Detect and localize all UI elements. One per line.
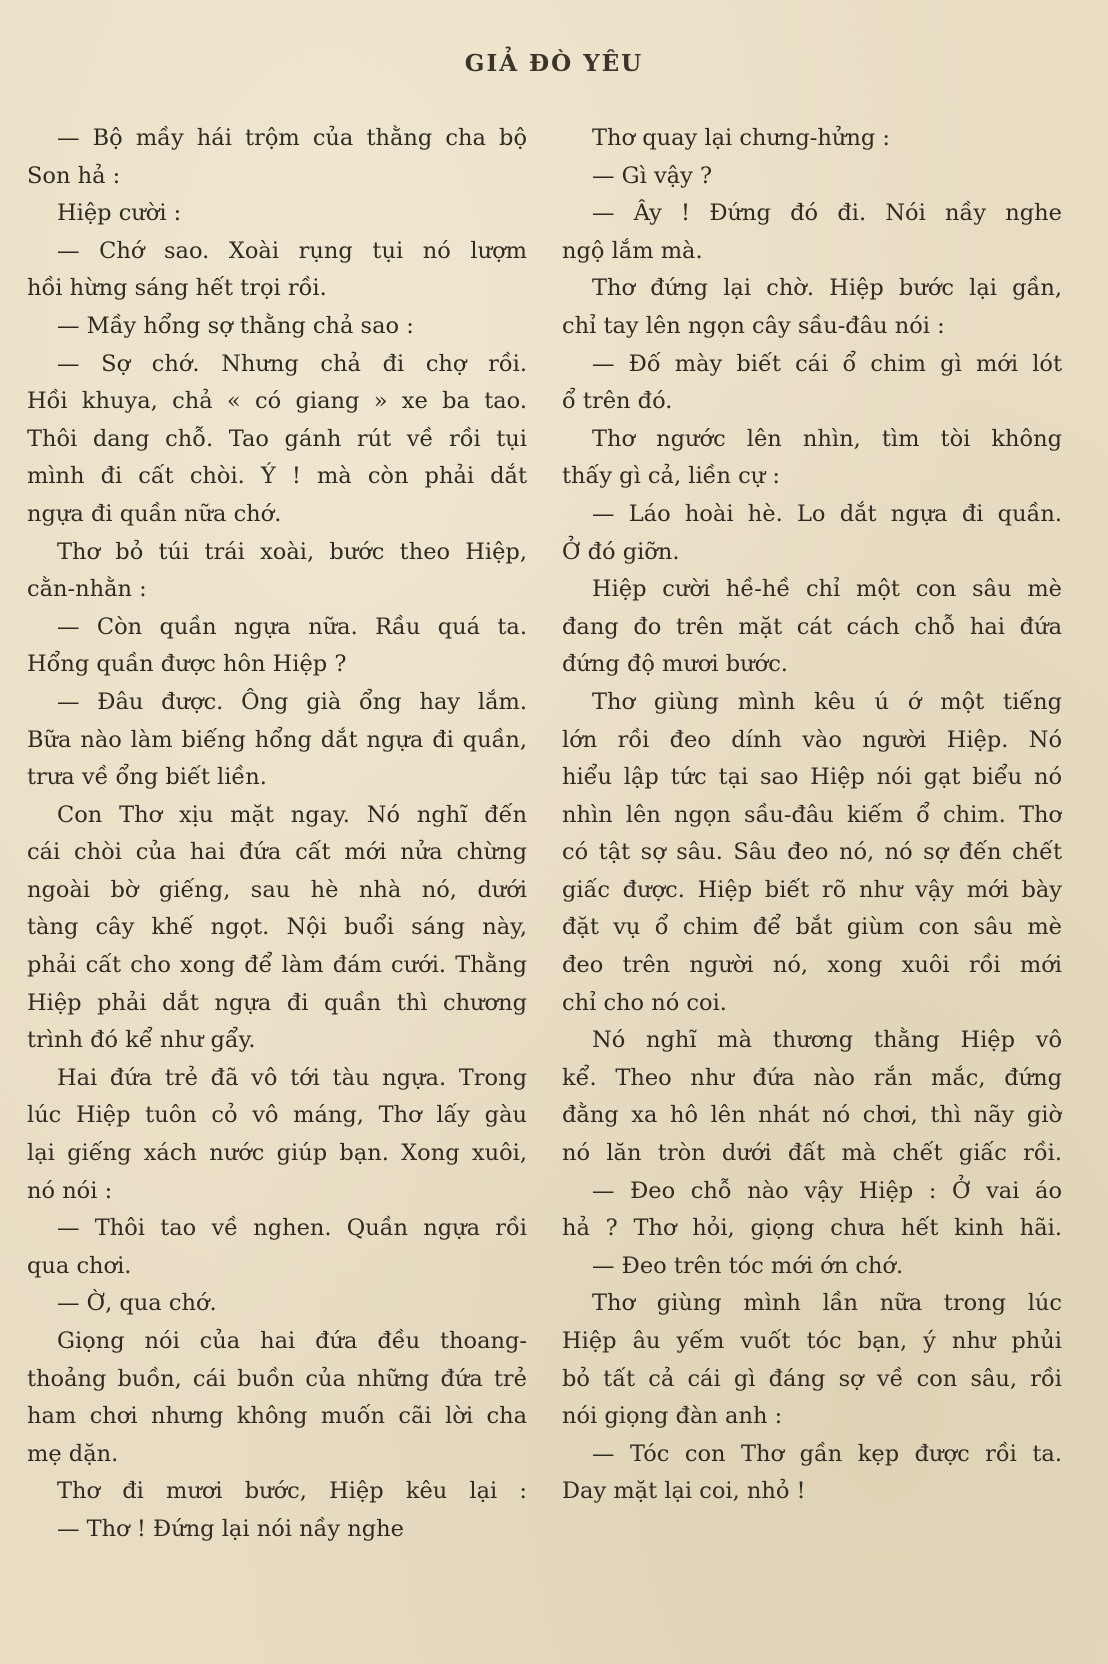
text-line: Thơ giùng mình kêu ú ớ một tiếng: [592, 688, 1062, 715]
text-line: — Bộ mầy hái trộm của thằng cha bộ: [57, 125, 527, 151]
text-line: ổ trên đó.: [562, 388, 673, 415]
text-line: Hổng quần được hôn Hiệp ?: [27, 651, 347, 678]
text-line: — Đố mày biết cái ổ chim gì mới lót: [592, 350, 1062, 377]
text-line: ngộ lắm mà.: [562, 237, 703, 264]
text-line: nó lăn tròn dưới đất mà chết giấc rồi.: [562, 1140, 1062, 1167]
text-line: Son hả :: [27, 162, 121, 189]
text-line: — Đeo chỗ nào vậy Hiệp : Ở vai áo: [592, 1177, 1062, 1204]
text-line: — Tóc con Thơ gần kẹp được rồi ta.: [592, 1440, 1062, 1467]
text-line: Thơ ngước lên nhìn, tìm tòi không: [592, 425, 1062, 452]
text-line: Hai đứa trẻ đã vô tới tàu ngựa. Trong: [57, 1064, 527, 1091]
text-line: Con Thơ xịu mặt ngay. Nó nghĩ đến: [57, 801, 527, 828]
text-line: Thơ giùng mình lần nữa trong lúc: [592, 1290, 1062, 1317]
text-line: Hiệp âu yếm vuốt tóc bạn, ý như phủi: [562, 1328, 1062, 1354]
text-line: nhìn lên ngọn sầu-đâu kiếm ổ chim. Thơ: [562, 801, 1062, 828]
text-line: — Đâu được. Ông già ổng hay lắm.: [57, 688, 527, 715]
text-line: bỏ tất cả cái gì đáng sợ về con sâu, rồi: [562, 1365, 1062, 1392]
text-line: cằn-nhằn :: [27, 576, 147, 603]
text-line: hả ? Thơ hỏi, giọng chưa hết kinh hãi.: [562, 1215, 1062, 1242]
text-line: Bữa nào làm biếng hổng dắt ngựa đi quần,: [27, 726, 527, 753]
text-line: ham chơi nhưng không muốn cãi lời cha: [27, 1403, 527, 1430]
text-line: trưa về ổng biết liền.: [27, 764, 267, 791]
text-line: lớn rồi đeo dính vào người Hiệp. Nó: [562, 726, 1062, 753]
text-line: trình đó kể như gẩy.: [27, 1027, 256, 1054]
text-line: Hồi khuya, chả « có giang » xe ba tao.: [27, 388, 527, 415]
text-line: — Đeo trên tóc mới ớn chớ.: [592, 1252, 904, 1279]
text-line: lúc Hiệp tuôn cỏ vô máng, Thơ lấy gàu: [27, 1102, 527, 1129]
text-line: nó nói :: [27, 1177, 113, 1204]
text-line: Day mặt lại coi, nhỏ !: [562, 1478, 806, 1505]
text-line: có tật sợ sâu. Sâu đeo nó, nó sợ đến chết: [562, 839, 1062, 866]
text-line: cái chòi của hai đứa cất mới nửa chừng: [27, 839, 527, 866]
right-text-column: [562, 120, 1062, 1511]
text-line: — Gì vậy ?: [592, 162, 713, 189]
text-line: Nó nghĩ mà thương thằng Hiệp vô: [592, 1027, 1062, 1054]
text-line: — Chớ sao. Xoài rụng tụi nó lượm: [57, 237, 527, 264]
text-line: Hiệp phải dắt ngựa đi quần thì chương: [27, 989, 527, 1016]
text-line: Thơ quay lại chưng-hửng :: [592, 125, 891, 151]
text-line: Hiệp cười hề-hề chỉ một con sâu mè: [592, 576, 1062, 603]
text-line: nói giọng đàn anh :: [562, 1403, 783, 1430]
running-title: GIẢ ĐÒ YÊU: [464, 50, 644, 77]
text-line: hồi hừng sáng hết trọi rồi.: [27, 275, 327, 302]
text-line: mình đi cất chòi. Ý ! mà còn phải dắt: [27, 463, 527, 490]
text-line: thoảng buồn, cái buồn của những đứa trẻ: [27, 1365, 527, 1392]
text-line: — Ờ, qua chớ.: [57, 1290, 217, 1317]
left-text-column: [27, 120, 527, 1549]
text-line: đứng độ mươi bước.: [562, 651, 788, 678]
text-line: ngựa đi quần nữa chớ.: [27, 500, 282, 527]
text-line: Thơ đứng lại chờ. Hiệp bước lại gần,: [592, 275, 1062, 302]
text-line: — Sợ chớ. Nhưng chả đi chợ rồi.: [57, 350, 527, 377]
text-line: đặt vụ ổ chim để bắt giùm con sâu mè: [562, 914, 1062, 941]
text-line: kể. Theo như đứa nào rắn mắc, đứng: [562, 1064, 1062, 1091]
text-line: phải cất cho xong để làm đám cưới. Thằng: [27, 952, 527, 979]
text-line: — Mầy hổng sợ thằng chả sao :: [57, 312, 414, 339]
text-line: Ở đó giỡn.: [562, 538, 680, 565]
text-line: Thơ bỏ túi trái xoài, bước theo Hiệp,: [57, 538, 527, 565]
text-line: thấy gì cả, liền cự :: [562, 463, 780, 490]
text-line: mẹ dặn.: [27, 1440, 119, 1467]
text-line: Thôi dang chỗ. Tao gánh rút về rồi tụi: [27, 425, 527, 452]
text-line: — Thơ ! Đứng lại nói nầy nghe: [57, 1515, 404, 1542]
text-line: ngoài bờ giếng, sau hè nhà nó, dưới: [27, 876, 527, 903]
text-line: chỉ cho nó coi.: [562, 989, 727, 1016]
text-line: Giọng nói của hai đứa đều thoang-: [57, 1328, 527, 1354]
text-line: — Láo hoài hè. Lo dắt ngựa đi quần.: [592, 500, 1062, 527]
text-line: Hiệp cười :: [57, 200, 182, 227]
text-line: — Ây ! Đứng đó đi. Nói nầy nghe: [592, 200, 1062, 227]
text-line: Thơ đi mươi bước, Hiệp kêu lại :: [57, 1478, 527, 1505]
text-line: giấc được. Hiệp biết rõ như vậy mới bày: [562, 876, 1062, 903]
text-line: đằng xa hô lên nhát nó chơi, thì nãy giờ: [562, 1102, 1062, 1129]
text-line: lại giếng xách nước giúp bạn. Xong xuôi,: [27, 1140, 527, 1167]
text-line: đeo trên người nó, xong xuôi rồi mới: [562, 952, 1062, 979]
text-line: chỉ tay lên ngọn cây sầu-đâu nói :: [562, 312, 945, 339]
text-line: hiểu lập tức tại sao Hiệp nói gạt biểu nó: [562, 764, 1062, 791]
text-line: — Thôi tao về nghen. Quần ngựa rồi: [57, 1215, 527, 1242]
text-line: qua chơi.: [27, 1252, 132, 1279]
text-line: đang đo trên mặt cát cách chỗ hai đứa: [562, 613, 1062, 640]
text-line: tàng cây khế ngọt. Nội buổi sáng này,: [27, 914, 527, 941]
text-line: — Còn quần ngựa nữa. Rầu quá ta.: [57, 613, 527, 640]
